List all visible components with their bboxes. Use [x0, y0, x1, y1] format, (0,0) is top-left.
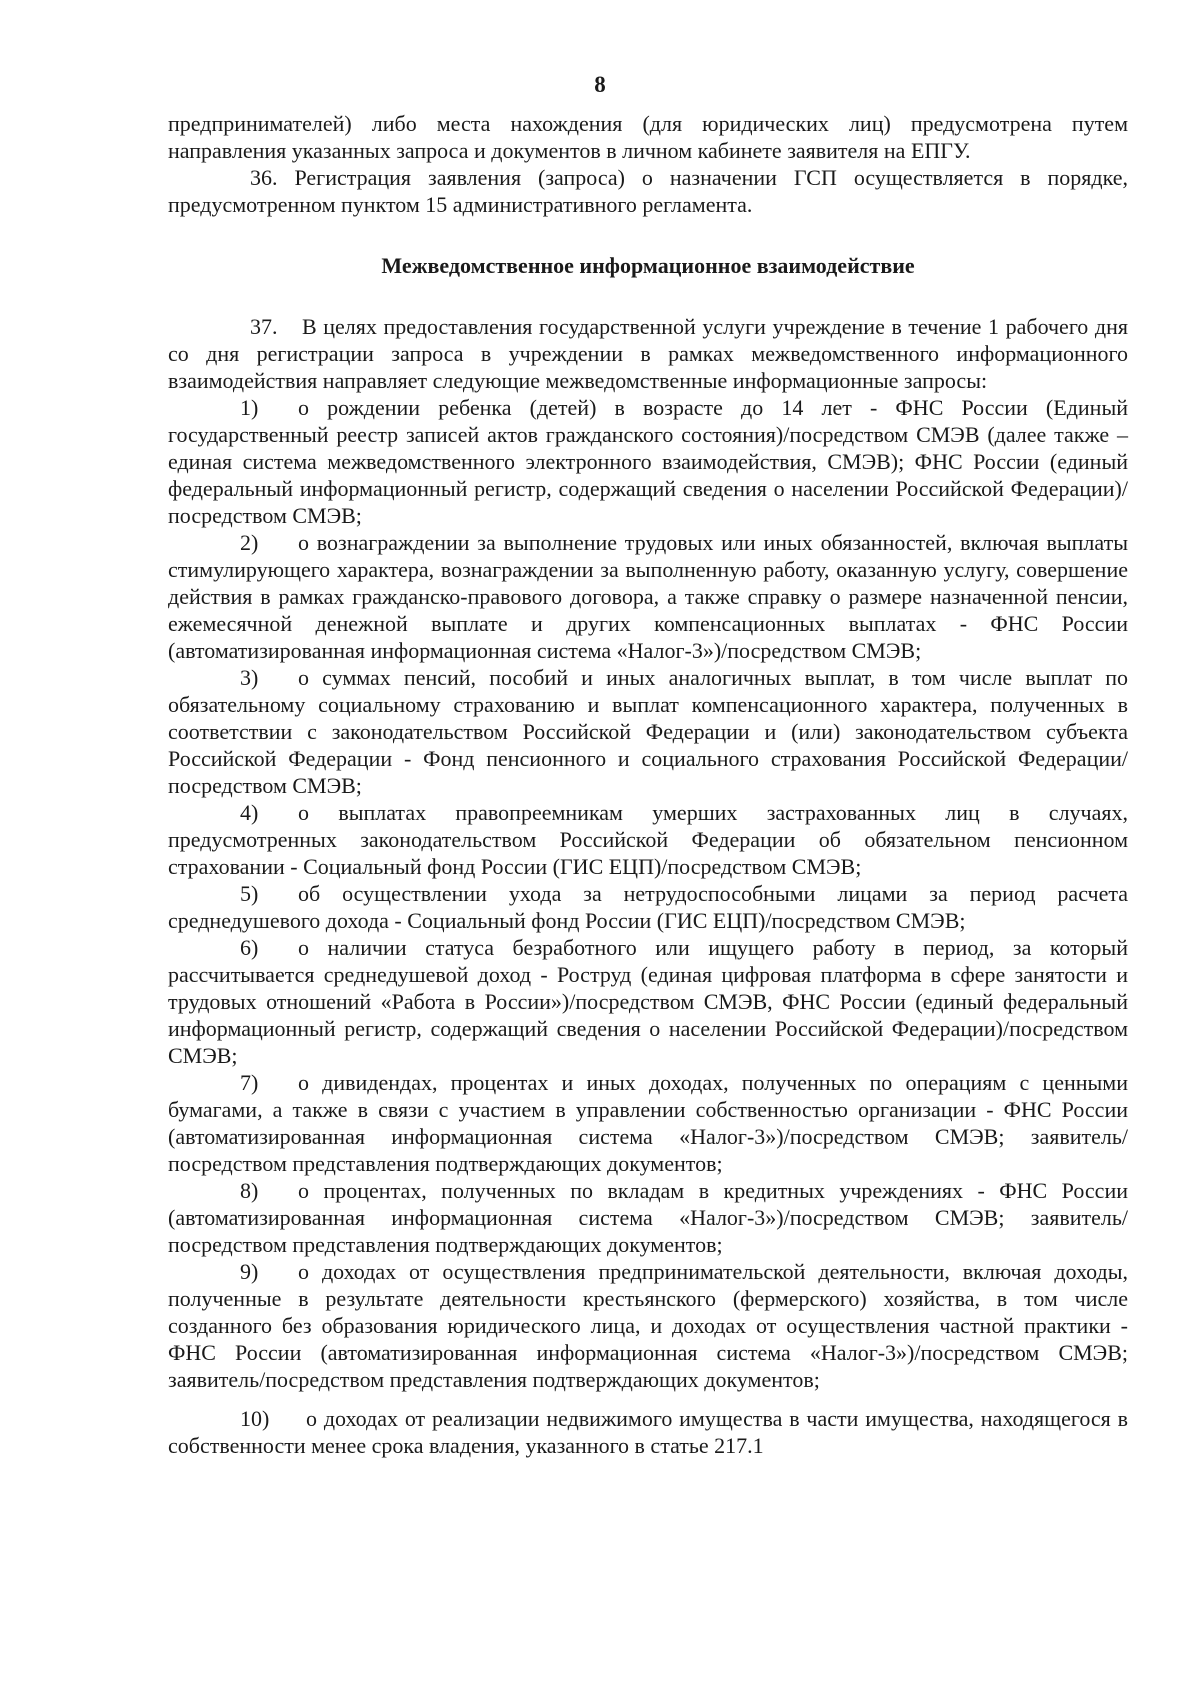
list-item-5: [168, 880, 1128, 934]
list-item-8: [168, 1177, 1128, 1258]
list-item-2: [168, 529, 1128, 664]
list-item-10: [168, 1405, 1128, 1459]
list-item-7: [168, 1069, 1128, 1177]
list-item-6: [168, 934, 1128, 1069]
list-item-number: 2): [240, 530, 259, 555]
list-item-9: [168, 1258, 1128, 1393]
page-number: 8: [594, 72, 606, 97]
list-item-3: [168, 664, 1128, 799]
list-item-number: 6): [240, 935, 259, 960]
list-item-text: об осуществлении ухода за нетрудоспособными лицами за период расчета среднедушевого дохода - Социальный фонд России (ГИС ЕЦП)/посредством СМЭВ;: [168, 881, 1128, 933]
list-item-text: о выплатах правопреемникам умерших застрахованных лиц в случаях, предусмотренных законодательством Российской Федерации об обязательном пенсионном страховании - Социальный фонд России (ГИС ЕЦП)/посредством СМЭВ;: [168, 800, 1128, 879]
list-item-text: о дивидендах, процентах и иных доходах, полученных по операциям с ценными бумагами, а также в связи с участием в управлении собственностью организации - ФНС России (автоматизированная информационная система «Налог-3»)/посредством СМЭВ; заявитель/посредством представления подтверждающих документов;: [168, 1070, 1128, 1176]
paragraph-continued: предпринимателей) либо места нахождения (для юридических лиц) предусмотрена путем направления указанных запроса и документов в личном кабинете заявителя на ЕПГУ.: [168, 111, 1128, 163]
list-item-text: о вознаграждении за выполнение трудовых или иных обязанностей, включая выплаты стимулирующего характера, вознаграждении за выполненную работу, оказанную услугу, совершение действия в рамках гражданско-правового договора, а также справку о размере назначенной пенсии, ежемесячной денежной выплате и других компенсационных выплатах - ФНС России (автоматизированная информационная система «Налог-3»)/посредством СМЭВ;: [168, 530, 1128, 663]
list-item-text: о суммах пенсий, пособий и иных аналогичных выплат, в том числе выплат по обязательному социальному страхованию и выплат компенсационного характера, полученных в соответствии с законодательством Российской Федерации и (или) законодательством субъекта Российской Федерации - Фонд пенсионного и социального страхования Российской Федерации/посредством СМЭВ;: [168, 665, 1128, 798]
list-item-number: 7): [240, 1070, 259, 1095]
list-item-number: 1): [240, 395, 259, 420]
paragraph-37-text: В целях предоставления государственной услуги учреждение в течение 1 рабочего дня со дня регистрации запроса в учреждении в рамках межведомственного информационного взаимодействия направляет следующие межведомственные информационные запросы:: [168, 314, 1128, 393]
list-item-text: о доходах от осуществления предпринимательской деятельности, включая доходы, полученные в результате деятельности крестьянского (фермерского) хозяйства, в том числе созданного без образования юридического лица, и доходах от осуществления частной практики - ФНС России (автоматизированная информационная система «Налог-3»)/посредством СМЭВ; заявитель/посредством представления подтверждающих документов;: [168, 1259, 1128, 1392]
list-item-text: о наличии статуса безработного или ищущего работу в период, за который рассчитывается среднедушевой доход - Роструд (единая цифровая платформа в сфере занятости и трудовых отношений «Работа в России»)/посредством СМЭВ, ФНС России (единый федеральный информационный регистр, содержащий сведения о населении Российской Федерации)/посредством СМЭВ;: [168, 935, 1128, 1068]
list-item-text: о процентах, полученных по вкладам в кредитных учреждениях - ФНС России (автоматизированная информационная система «Налог-3»)/посредством СМЭВ; заявитель/посредством представления подтверждающих документов;: [168, 1178, 1128, 1257]
section-heading: Межведомственное информационное взаимодействие: [381, 253, 915, 278]
list-item-number: 5): [240, 881, 259, 906]
list-item-text: о рождении ребенка (детей) в возрасте до 14 лет - ФНС России (Единый государственный реестр записей актов гражданского состояния)/посредством СМЭВ (далее также – единая система межведомственного электронного взаимодействия, СМЭВ); ФНС России (единый федеральный информационный регистр, содержащий сведения о населении Российской Федерации)/посредством СМЭВ;: [168, 395, 1128, 528]
list-item-1: [168, 394, 1128, 529]
document-body: [168, 110, 1128, 1459]
list-item-number: 9): [240, 1259, 259, 1284]
list-item-number: 10): [240, 1406, 270, 1431]
paragraph-37: [168, 313, 1128, 394]
list-item-4: [168, 799, 1128, 880]
list-item-text: о доходах от реализации недвижимого имущества в части имущества, находящегося в собственности менее срока владения, указанного в статье 217.1: [168, 1406, 1128, 1458]
list-item-number: 4): [240, 800, 259, 825]
list-item-number: 3): [240, 665, 259, 690]
paragraph-37-number: 37.: [250, 314, 278, 339]
list-item-number: 8): [240, 1178, 259, 1203]
paragraph-36: 36. Регистрация заявления (запроса) о назначении ГСП осуществляется в порядке, предусмотренном пунктом 15 административного регламента.: [168, 165, 1128, 217]
